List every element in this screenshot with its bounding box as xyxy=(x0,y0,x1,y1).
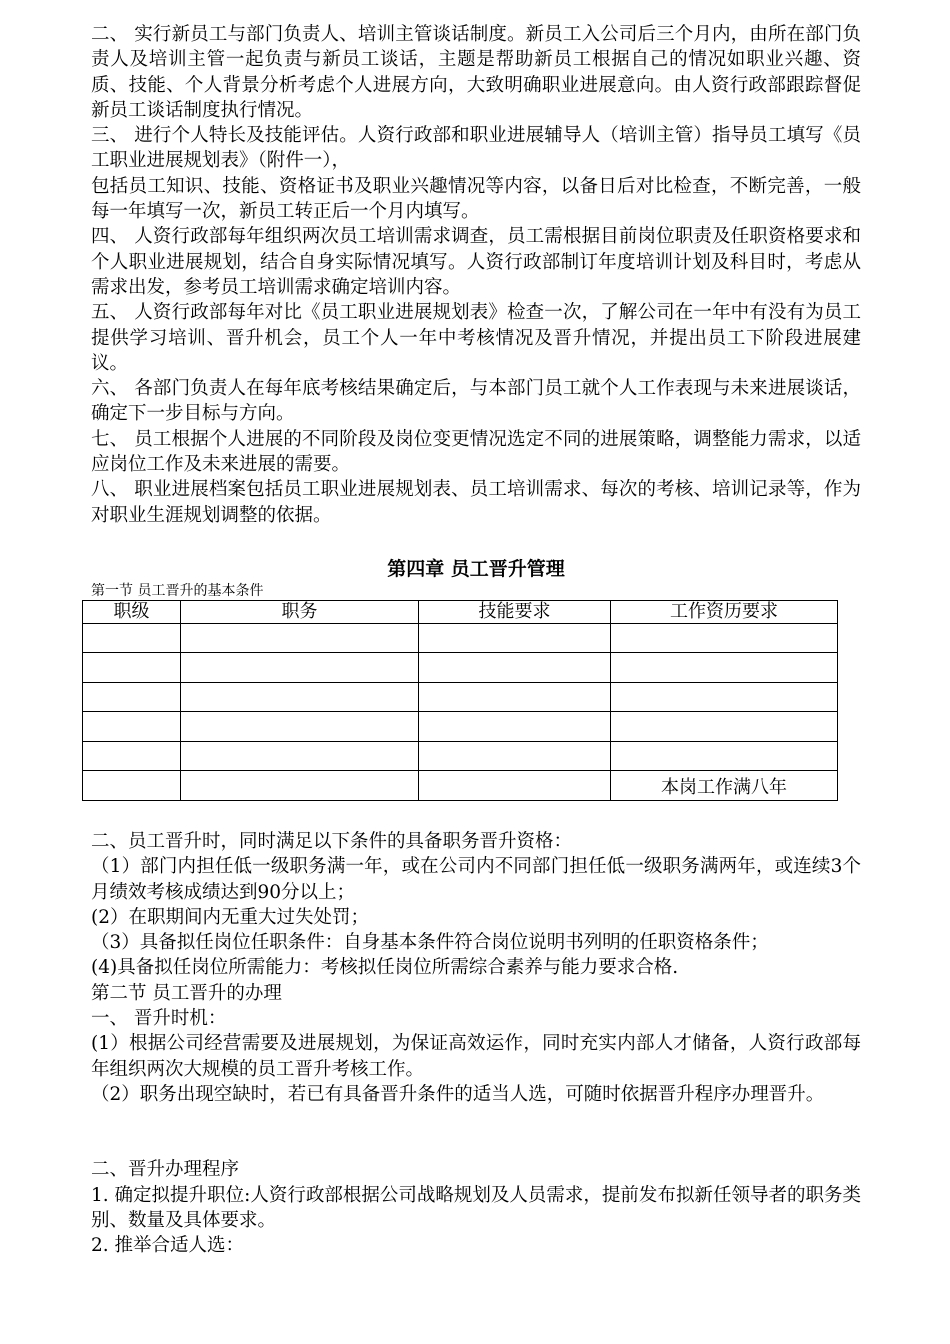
table-header: 工作资历要求 xyxy=(611,600,838,623)
table-cell: 本岗工作满八年 xyxy=(611,771,838,801)
chapter-title: 第四章 员工晋升管理 xyxy=(387,557,565,580)
table-cell xyxy=(419,712,611,742)
table-cell xyxy=(181,741,419,771)
table-row xyxy=(83,741,838,771)
table-row xyxy=(83,682,838,712)
spacer xyxy=(91,801,861,829)
table-cell xyxy=(611,741,838,771)
spacer xyxy=(91,528,861,556)
table-cell xyxy=(181,771,419,801)
document-page xyxy=(91,22,861,1258)
section-title: 第二节 员工晋升的办理 xyxy=(91,982,282,1004)
paragraph: 七、 员工根据个人进展的不同阶段及岗位变更情况选定不同的进展策略，调整能力需求，以适应岗位工作及未来进展的需要。 xyxy=(91,428,861,476)
table-cell xyxy=(419,771,611,801)
paragraph: (2）在职期间内无重大过失处罚； xyxy=(91,906,369,928)
table-cell xyxy=(83,682,181,712)
table-cell xyxy=(83,623,181,653)
table-cell xyxy=(181,623,419,653)
paragraph: 二、 实行新员工与部门负责人、培训主管谈话制度。新员工入公司后三个月内，由所在部门负责人及培训主管一起负责与新员工谈话，主题是帮助新员工根据自己的情况如职业兴趣、资质、技能、个人背景分析考虑个人进展方向，大致明确职业进展意向。由人资行政部跟踪督促新员工谈话制度执行情况。 xyxy=(91,24,861,121)
table-cell xyxy=(611,712,838,742)
table-cell xyxy=(83,741,181,771)
table-row xyxy=(83,712,838,742)
table-cell xyxy=(611,682,838,712)
table-cell xyxy=(181,653,419,683)
paragraph: (4)具备拟任岗位所需能力：考核拟任岗位所需综合素养与能力要求合格. xyxy=(91,957,679,979)
paragraph: 一、 晋升时机： xyxy=(91,1008,227,1030)
paragraph: 五、 人资行政部每年对比《员工职业进展规划表》检查一次，了解公司在一年中有没有为员工提供学习培训、晋升机会，员工个人一年中考核情况及晋升情况，并提出员工下阶段进展建议。 xyxy=(91,302,861,374)
table-row xyxy=(83,653,838,683)
table-cell xyxy=(611,623,838,653)
paragraph: （2）职务出现空缺时，若已有具备晋升条件的适当人选，可随时依据晋升程序办理晋升。 xyxy=(91,1083,825,1105)
paragraph: 八、 职业进展档案包括员工职业进展规划表、员工培训需求、每次的考核、培训记录等，作为对职业生涯规划调整的依据。 xyxy=(91,479,861,526)
paragraph: 包括员工知识、技能、资格证书及职业兴趣情况等内容，以备日后对比检查，不断完善，一般每一年填写一次，新员工转正后一个月内填写。 xyxy=(91,175,861,223)
paragraph: 四、 人资行政部每年组织两次员工培训需求调查，员工需根据目前岗位职责及任职资格要求和个人职业进展规划，结合自身实际情况填写。人资行政部制订年度培训计划及科目时，考虑从需求出发，参考员工培训需求确定培训内容。 xyxy=(91,226,861,298)
paragraph: （1）部门内担任低一级职务满一年，或在公司内不同部门担任低一级职务满两年，或连续3个月绩效考核成绩达到90分以上； xyxy=(91,856,861,903)
section-title: 第一节 员工晋升的基本条件 xyxy=(91,582,264,599)
paragraph: 六、 各部门负责人在每年底考核结果确定后，与本部门员工就个人工作表现与未来进展谈话，确定下一步目标与方向。 xyxy=(91,378,861,425)
paragraph: 二、晋升办理程序 xyxy=(91,1159,240,1181)
table-row xyxy=(83,771,838,801)
table-cell xyxy=(419,653,611,683)
table-cell xyxy=(611,653,838,683)
table-cell xyxy=(83,712,181,742)
table-cell xyxy=(419,741,611,771)
table-cell xyxy=(83,653,181,683)
table-header: 技能要求 xyxy=(419,600,611,623)
promotion-conditions-table xyxy=(82,600,838,801)
table-cell xyxy=(419,682,611,712)
table-cell xyxy=(83,771,181,801)
table-header: 职务 xyxy=(181,600,419,623)
paragraph: (1）根据公司经营需要及进展规划，为保证高效运作，同时充实内部人才储备，人资行政部每年组织两次大规模的员工晋升考核工作。 xyxy=(91,1033,861,1080)
table-cell xyxy=(181,712,419,742)
table-row xyxy=(83,623,838,653)
table-header-row xyxy=(83,600,838,623)
table-header: 职级 xyxy=(83,600,181,623)
paragraph: 二、员工晋升时，同时满足以下条件的具备职务晋升资格： xyxy=(91,830,573,852)
spacer xyxy=(91,1107,861,1157)
table-cell xyxy=(181,682,419,712)
paragraph: 1. 确定拟提升职位:人资行政部根据公司战略规划及人员需求，提前发布拟新任领导者的职务类别、数量及具体要求。 xyxy=(91,1184,861,1231)
paragraph: 三、 进行个人特长及技能评估。人资行政部和职业进展辅导人（培训主管）指导员工填写《员工职业进展规划表》（附件一）， xyxy=(91,125,861,172)
paragraph: （3）具备拟任岗位任职条件：自身基本条件符合岗位说明书列明的任职资格条件； xyxy=(91,932,769,954)
paragraph: 2. 推举合适人选： xyxy=(91,1235,245,1257)
table-cell xyxy=(419,623,611,653)
